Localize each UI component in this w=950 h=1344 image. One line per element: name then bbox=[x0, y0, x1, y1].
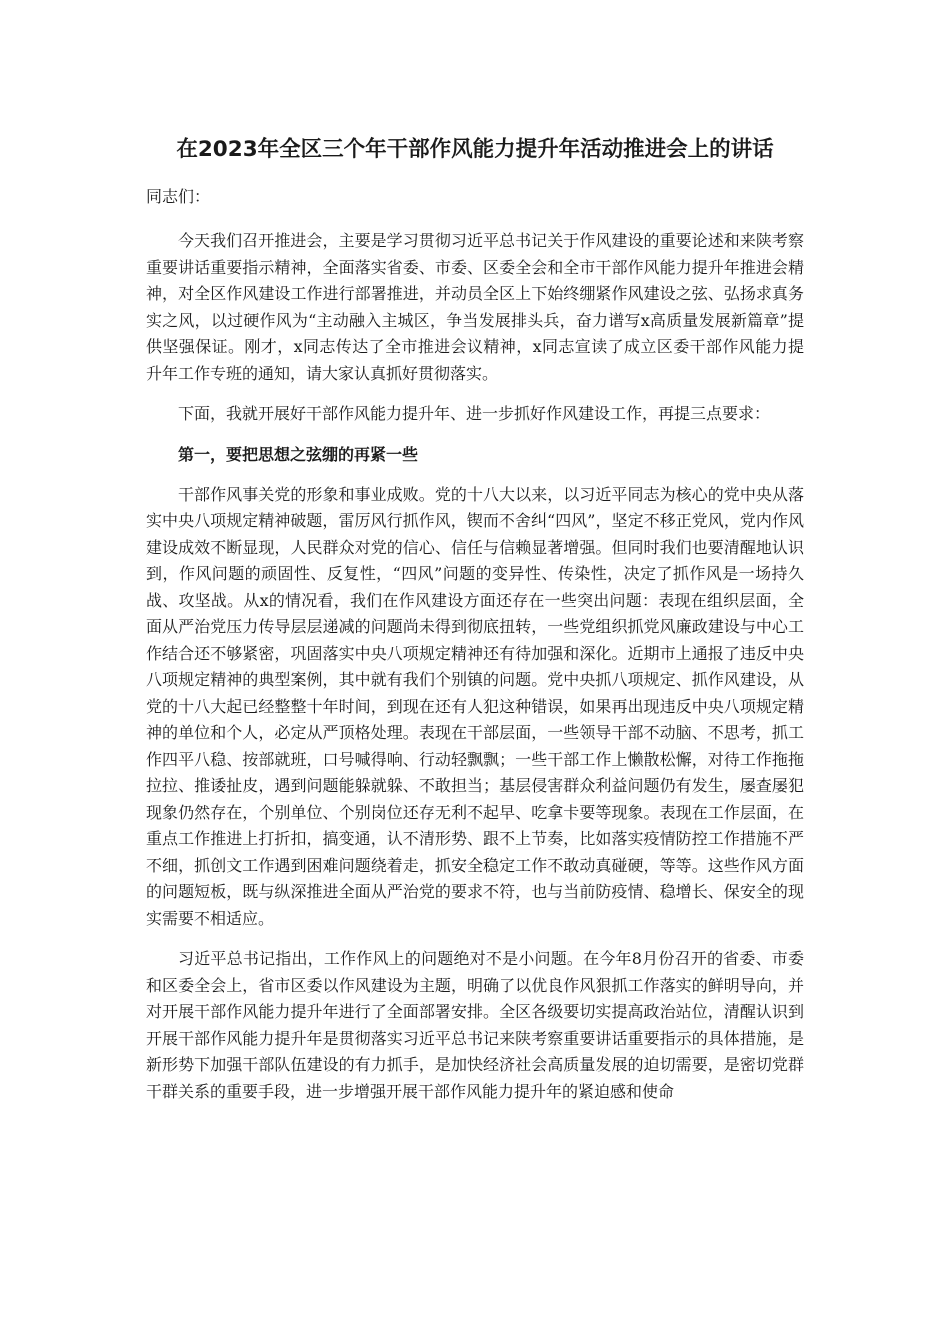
paragraph-requirements-intro: 下面，我就开展好干部作风能力提升年、进一步抓好作风建设工作，再提三点要求： bbox=[178, 404, 771, 423]
salutation: 同志们： bbox=[146, 187, 211, 206]
document-page bbox=[146, 132, 804, 1119]
paragraph-section-2: 习近平总书记指出，工作作风上的问题绝对不是小问题。在今年8月份召开的省委、市委和区委全会上，省市区委以作风建设为主题，明确了以优良作风狠抓工作落实的鲜明导向，并对开展干部作风能力提升年进行了全面部署安排。全区各级要切实提高政治站位，清醒认识到开展干部作风能力提升年是贯彻落实习近平总书记来陕考察重要讲话重要指示的具体措施，是新形势下加强干部队伍建设的有力抓手，是加快经济社会高质量发展的迫切需要，是密切党群干群关系的重要手段，进一步增强开展干部作风能力提升年的紧迫感和使命 bbox=[146, 949, 804, 1101]
document-title: 在2023年全区三个年干部作风能力提升年活动推进会上的讲话 bbox=[176, 137, 774, 162]
paragraph-section-1: 干部作风事关党的形象和事业成败。党的十八大以来，以习近平同志为核心的党中央从落实中央八项规定精神破题，雷厉风行抓作风，锲而不舍纠“四风”，坚定不移正党风，党内作风建设成效不断显现，人民群众对党的信心、信任与信赖显著增强。但同时我们也要清醒地认识到，作风问题的顽固性、反复性，“四风”问题的变异性、传染性，决定了抓作风是一场持久战、攻坚战。从x的情况看，我们在作风建设方面还存在一些突出问题：表现在组织层面，全面从严治党压力传导层层递减的问题尚未得到彻底扭转，一些党组织抓党风廉政建设与中心工作结合还不够紧密，巩固落实中央八项规定精神还有待加强和深化。近期市上通报了违反中央八项规定精神的典型案例，其中就有我们个别镇的问题。党中央抓八项规定、抓作风建设，从党的十八大起已经整整十年时间，到现在还有人犯这种错误，如果再出现违反中央八项规定精神的单位和个人，必定从严顶格处理。表现在干部层面，一些领导干部不动脑、不思考，抓工作四平八稳、按部就班，口号喊得响、行动轻飘飘；一些干部工作上懒散松懈，对待工作拖拖拉拉、推诿扯皮，遇到问题能躲就躲、不敢担当；基层侵害群众利益问题仍有发生，屡查屡犯现象仍然存在，个别单位、个别岗位还存无利不起早、吃拿卡要等现象。表现在工作层面，在重点工作推进上打折扣，搞变通，认不清形势、跟不上节奏，比如落实疫情防控工作措施不严不细，抓创文工作遇到困难问题绕着走，抓安全稳定工作不敢动真碰硬，等等。这些作风方面的问题短板，既与纵深推进全面从严治党的要求不符，也与当前防疫情、稳增长、保安全的现实需要不相适应。 bbox=[146, 484, 804, 928]
section-heading-first: 第一，要把思想之弦绷的再紧一些 bbox=[178, 444, 419, 464]
paragraph-opening: 今天我们召开推进会，主要是学习贯彻习近平总书记关于作风建设的重要论述和来陕考察重要讲话重要指示精神，全面落实省委、市委、区委全会和全市干部作风能力提升年推进会精神，对全区作风建设工作进行部署推进，并动员全区上下始终绷紧作风建设之弦、弘扬求真务实之风，以过硬作风为“主动融入主城区，争当发展排头兵，奋力谱写x高质量发展新篇章”提供坚强保证。刚才，x同志传达了全市推进会议精神，x同志宣读了成立区委干部作风能力提升年工作专班的通知，请大家认真抓好贯彻落实。 bbox=[146, 231, 804, 383]
